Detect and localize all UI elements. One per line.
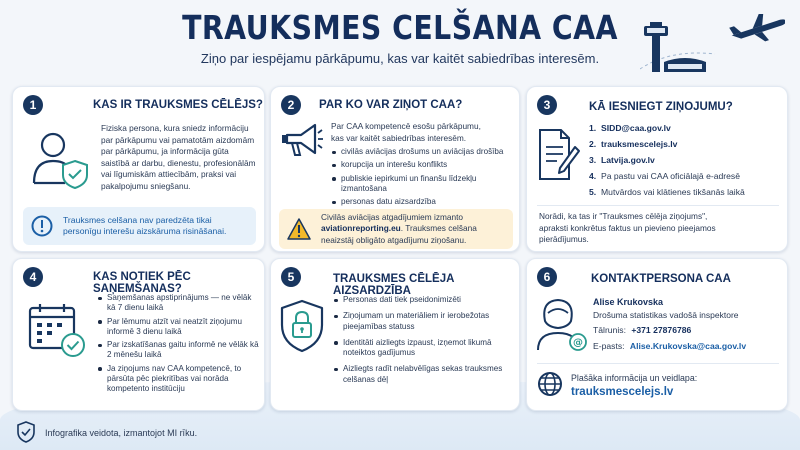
card-2-topics-list [331, 147, 513, 210]
card-what-to-report [270, 86, 520, 252]
megaphone-icon [279, 121, 323, 161]
svg-text:@: @ [573, 337, 583, 349]
calendar-check-icon [27, 301, 89, 359]
list-item: Ziņojumam un materiāliem ir ierobežotas pieejamības statuss [333, 311, 515, 332]
contact-role: Drošuma statistikas vadošā inspektore [593, 310, 739, 320]
page-subtitle: Ziņo par iespējamu pārkāpumu, kas var kaitēt sabiedrības interesēm. [200, 51, 600, 66]
card-2-title: PAR KO VAR ZIŅOT CAA? [319, 99, 463, 111]
card-1-description: Fiziska persona, kura sniedz informāciju par pārkāpumu vai pamatotām aizdomām par pārkāpumu, ja informācija gūta saistībā ar darbu, dienestu, profesionālām vai līgumiskām attiecībām, praksi vai pakalpojumu sniegšanu. [101, 123, 256, 191]
list-item: Personas dati tiek pseidonimizēti [333, 295, 515, 305]
list-item: Par izskatīšanas gaitu informē ne vēlāk kā 2 mēnešu laikā [97, 340, 261, 361]
card-6-title: KONTAKTPERSONA CAA [591, 273, 731, 285]
card-4-timeline-list [97, 293, 261, 398]
list-item: personas datu aizsardzība [331, 197, 513, 207]
list-item: Ja ziņojums nav CAA kompetencē, to pārsūta pēc piekritības vai norāda kompetento institūciju [97, 364, 261, 395]
card-3-title: KĀ IESNIEGT ZIŅOJUMU? [589, 101, 733, 113]
contact-phone[interactable]: +371 27876786 [631, 325, 692, 335]
contact-person-icon [535, 295, 589, 353]
info-icon [31, 215, 53, 237]
step-badge-4: 4 [23, 267, 43, 287]
channel-post: 4. Pa pastu vai CAA oficiālajā e-adresē [589, 171, 741, 181]
card-2-intro: Par CAA kompetencē esošu pārkāpumu, kas var kaitēt sabiedrības interesēm. [331, 121, 481, 143]
airport-plane-illustration [640, 14, 785, 84]
card-after-receipt [12, 258, 265, 411]
contact-name: Alise Krukovska [593, 297, 664, 307]
list-item: Saņemšanas apstiprinājums — ne vēlāk kā 7 dienu laikā [97, 293, 261, 314]
card-protection [270, 258, 520, 411]
aviationreporting-link[interactable]: aviationreporting.eu [321, 223, 401, 234]
divider [537, 363, 779, 364]
card-3-channels-list [589, 123, 783, 203]
list-item: Aizliegts radīt nelabvēlīgas sekas trauksmes celšanas dēļ [333, 364, 515, 385]
step-badge-5: 5 [281, 267, 301, 287]
card-5-title: TRAUKSMES CĒLĒJA AIZSARDZĪBA [333, 273, 454, 297]
divider [537, 205, 779, 206]
list-item: korupcija un interešu konflikts [331, 160, 513, 170]
card-contact-person [526, 258, 788, 411]
contact-phone-row: Tālrunis: +371 27876786 [593, 325, 692, 335]
shield-lock-icon [279, 299, 325, 353]
step-badge-6: 6 [537, 267, 557, 287]
footer-note: Infografika veidota, izmantojot MI rīku. [45, 428, 198, 438]
card-3-note: Norādi, ka tas ir "Trauksmes cēlēja ziņojums", apraksti konkrētus faktus un pievieno pieejamos pierādījumus. [539, 211, 716, 245]
step-badge-3: 3 [537, 95, 557, 115]
card-whistleblower-definition [12, 86, 265, 252]
contact-email-row: E-pasts: Alise.Krukovska@caa.gov.lv [593, 341, 747, 351]
card-4-title: KAS NOTIEK PĒC SAŅEMŠANAS? [93, 271, 191, 295]
step-badge-2: 2 [281, 95, 301, 115]
card-1-info-callout: Trauksmes celšana nav paredzēta tikai personīgu interešu aizskāruma risināšanai. [23, 207, 256, 245]
list-item: Identitāti aizliegts izpaust, izņemot likumā noteiktos gadījumus [333, 338, 515, 359]
channel-latvija-portal[interactable]: 3. Latvija.gov.lv [589, 155, 655, 165]
user-shield-icon [31, 127, 89, 189]
channel-oral: 5. Mutvārdos vai klātienes tikšanās laikā [589, 187, 745, 197]
warning-icon [287, 218, 311, 240]
card-2-warning-callout: Civilās aviācijas atgadījumiem izmanto aviationreporting.eu. Trauksmes celšana neaizstāj obligāto atgadījumu ziņošanu. [279, 209, 513, 249]
card-how-to-submit [526, 86, 788, 252]
more-info-label: Plašāka informācija un veidlapa: [571, 373, 698, 383]
document-pen-icon [537, 127, 581, 183]
page-title: TRAUKSMES CELŠANA CAA [182, 8, 618, 47]
list-item: Par lēmumu atzīt vai neatzīt ziņojumu informē 3 dienu laikā [97, 317, 261, 338]
shield-check-icon [16, 421, 36, 443]
list-item: civilās aviācijas drošums un aviācijas drošība [331, 147, 513, 157]
step-badge-1: 1 [23, 95, 43, 115]
globe-icon [537, 371, 563, 397]
channel-website[interactable]: 2. trauksmescelejs.lv [589, 139, 678, 149]
list-item: publiskie iepirkumi un finanšu līdzekļu izmantošana [331, 174, 513, 195]
contact-email-link[interactable]: Alise.Krukovska@caa.gov.lv [629, 341, 747, 351]
more-info-link[interactable]: trauksmescelejs.lv [571, 386, 674, 398]
channel-email[interactable]: 1. SIDD@caa.gov.lv [589, 123, 671, 133]
card-1-title: KAS IR TRAUKSMES CĒLĒJS? [93, 99, 263, 111]
card-5-protection-list [333, 295, 515, 388]
